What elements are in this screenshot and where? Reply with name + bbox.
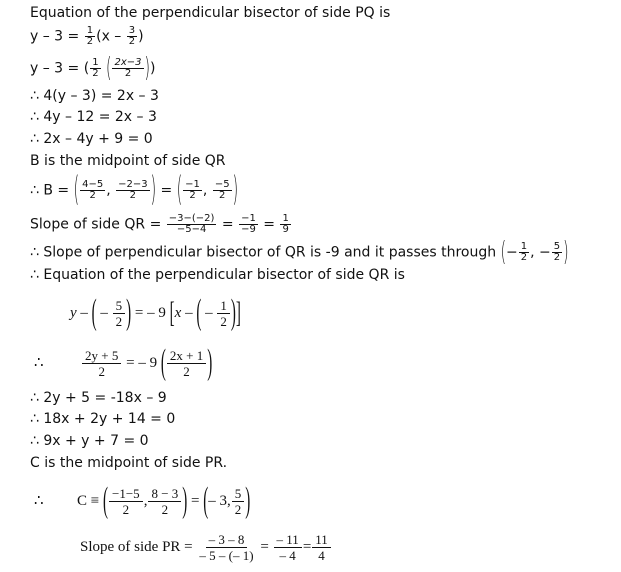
equation-line: Slope of side PR = $\frac{- 3 - 8}{- 5 - (- 1)}$ = $\frac{- 11}{- 4}$ = $\frac{11}{4}$: [80, 532, 332, 563]
equation-line: ∴ $\frac{2y + 5}{2}$ = – 9 ( $\frac{2x + 1}{2}$ ): [34, 344, 213, 383]
equation-line: Slope of side QR = $\frac{-3-(-2)}{-5-4}$ = $\frac{-1}{-9}$ = $\frac{1}{9}$: [30, 213, 289, 235]
equation-line: ∴ 4y – 12 = 2x – 3: [30, 109, 157, 125]
equation-line: y – 3 = $\frac{1}{2}$ (x – $\frac{3}{2}$ ): [30, 25, 144, 47]
equation-line: ∴ B = ( $\frac{4-5}{2}$ , $\frac{-2-3}{2}$ ) = ( $\frac{-1}{2}$ , $\frac{-5}{2}$ ): [30, 171, 239, 210]
equation-line: ∴ C ≡ ( $\frac{-1-5}{2}$ , $\frac{8 - 3}{2}$ ) = (– 3, $\frac{5}{2}$ ): [34, 482, 251, 521]
equation-line: y – 3 = ( $\frac{1}{2}$ ( $\frac{2x-3}{2}$ )): [30, 53, 156, 84]
equation-line: ∴ 4(y – 3) = 2x – 3: [30, 88, 159, 104]
heading-midpoint-b: B is the midpoint of side QR: [30, 153, 226, 169]
equation-line: ∴ Slope of perpendicular bisector of QR is -9 and it passes through (− $\frac{1}{2}$ , − $\frac{5}{2}$ ): [30, 237, 569, 268]
heading-midpoint-c: C is the midpoint of side PR.: [30, 455, 228, 471]
heading-qr-bisector: ∴ Equation of the perpendicular bisector of side QR is: [30, 267, 405, 283]
equation-line: ∴ 2x – 4y + 9 = 0: [30, 131, 153, 147]
heading-pq-bisector: Equation of the perpendicular bisector of side PQ is: [30, 5, 391, 21]
equation-line: ∴ 2y + 5 = -18x – 9: [30, 390, 167, 406]
equation-line: ∴ 18x + 2y + 14 = 0: [30, 411, 176, 427]
equation-line: y – ( – $\frac{5}{2}$ ) = – 9 [x – ( – $\frac{1}{2}$ )]: [70, 294, 241, 333]
equation-line: ∴ 9x + y + 7 = 0: [30, 433, 149, 449]
